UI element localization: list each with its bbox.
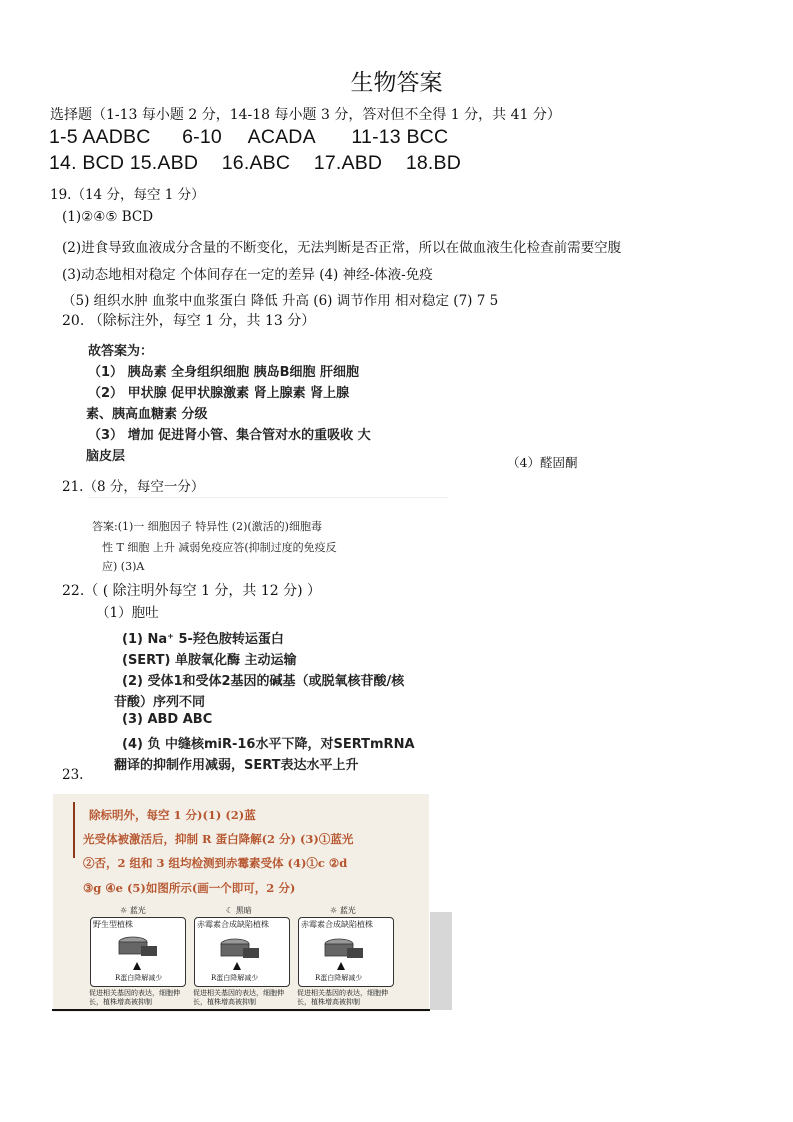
q20-line: 脑皮层: [86, 449, 126, 464]
choice-answer: ACADA: [247, 126, 316, 148]
panel-title: 赤霉素合成缺陷植株: [301, 920, 373, 929]
q19-line: (1)②④⑤ BCD: [62, 209, 154, 225]
q21-line: 性 T 细胞 上升 减弱免疫应答(抑制过度的免疫反: [102, 541, 337, 554]
q20-header: 20. （除标注外，每空 1 分，共 13 分）: [62, 313, 316, 329]
q19-line: (3)动态地相对稳定 个体间存在一定的差异 (4) 神经-体液-免疫: [62, 267, 433, 283]
q20-line: （2） 甲状腺 促甲状腺激素 肾上腺素 肾上腺: [88, 386, 350, 401]
page-title: 生物答案: [350, 70, 443, 96]
scan-artifact: [430, 912, 452, 1010]
panel-caption: R蛋白降解减少: [115, 974, 163, 982]
choice-answer: 14. BCD 15.ABD: [49, 152, 199, 174]
choice-answer: 11-13 BCC: [351, 126, 449, 148]
panel-foot: 促进相关基因的表达，细胞伸长，植株增高被抑制: [89, 989, 180, 1006]
q21-header: 21.（8 分，每空一分）: [62, 479, 205, 495]
divider: [52, 1009, 430, 1011]
choice-answer: 17.ABD: [313, 152, 383, 174]
q22-line: 苷酸）序列不同: [114, 695, 206, 710]
q20-line: （1） 胰岛素 全身组织细胞 胰岛B细胞 肝细胞: [88, 365, 360, 380]
panel-foot: 促进相关基因的表达，细胞伸长，植株增高被抑制: [193, 989, 284, 1006]
condition-label: ☼ 蓝光: [120, 906, 146, 915]
q21-line: 答案:(1)一 细胞因子 特异性 (2)(激活的)细胞毒: [92, 520, 322, 533]
diagram-panel: [89, 917, 186, 1006]
panel-caption: R蛋白降解减少: [315, 974, 363, 982]
q19-header: 19.（14 分，每空 1 分）: [50, 187, 205, 203]
q20-line: 故答案为：: [88, 344, 154, 359]
q21-answer-image: [88, 497, 448, 576]
q22-header: 22.（ ( 除注明外每空 1 分，共 12 分) ）: [62, 583, 322, 599]
q20-extra: （4）醛固酮: [507, 455, 578, 470]
q19-line: （5) 组织水肿 血浆中血浆蛋白 降低 升高 (6) 调节作用 相对稳定 (7) 7 5: [62, 293, 499, 309]
q23-header: 23.: [62, 767, 84, 783]
condition-label: ☾ 黑暗: [226, 906, 252, 915]
q22-line: (4) 负 中缝核miR-16水平下降，对SERTmRNA: [122, 737, 415, 752]
choice-header: 选择题（1-13 每小题 2 分，14-18 每小题 3 分，答对但不全得 1 分，共 41 分）: [50, 107, 561, 123]
q23-line: ②否，2 组和 3 组均检测到赤霉素受体 (4)①c ②d: [83, 856, 348, 870]
margin-bar: [73, 802, 75, 858]
q22-sub: （1）胞吐: [96, 605, 159, 621]
q22-line: 翻译的抑制作用减弱，SERT表达水平上升: [114, 758, 359, 773]
q21-line: 应) (3)A: [102, 560, 145, 573]
q22-line: (2) 受体1和受体2基因的碱基（或脱氧核苷酸/核: [122, 674, 405, 689]
q22-answer-image: [112, 622, 528, 773]
panel-title: 野生型植株: [93, 920, 133, 929]
diagram-panel: [193, 917, 290, 1006]
choice-answer: 6-10: [182, 126, 222, 148]
q23-line: 除标明外，每空 1 分)(1) (2)蓝: [89, 808, 256, 822]
q23-line: 光受体被激活后，抑制 R 蛋白降解(2 分) (3)①蓝光: [83, 832, 354, 846]
q22-line: (3) ABD ABC: [122, 712, 213, 727]
q22-line: (1) Na⁺ 5-羟色胺转运蛋白: [122, 632, 284, 647]
condition-label: ☼ 蓝光: [330, 906, 356, 915]
q23-line: ③g ④e (5)如图所示(画一个即可，2 分): [83, 881, 296, 895]
panel-foot: 促进相关基因的表达，细胞伸长，植株增高被抑制: [297, 989, 388, 1006]
choice-row-1: [49, 126, 448, 149]
q22-line: (SERT) 单胺氧化酶 主动运输: [122, 653, 297, 668]
choice-answer: 18.BD: [405, 152, 462, 174]
choice-answer: 16.ABC: [221, 152, 291, 174]
panel-title: 赤霉素合成缺陷植株: [197, 920, 269, 929]
q20-answer-image: [80, 334, 500, 464]
choice-row-2: [49, 152, 461, 175]
choice-answer: 1-5 AADBC: [49, 126, 151, 148]
q19-line: (2)进食导致血液成分含量的不断变化，无法判断是否正常，所以在做血液生化检查前需要空腹: [62, 240, 622, 256]
diagram-panel: [297, 917, 394, 1006]
q20-line: （3） 增加 促进肾小管、集合管对水的重吸收 大: [88, 428, 371, 443]
panel-caption: R蛋白降解减少: [211, 974, 259, 982]
q20-line: 素、胰高血糖素 分级: [86, 407, 208, 422]
